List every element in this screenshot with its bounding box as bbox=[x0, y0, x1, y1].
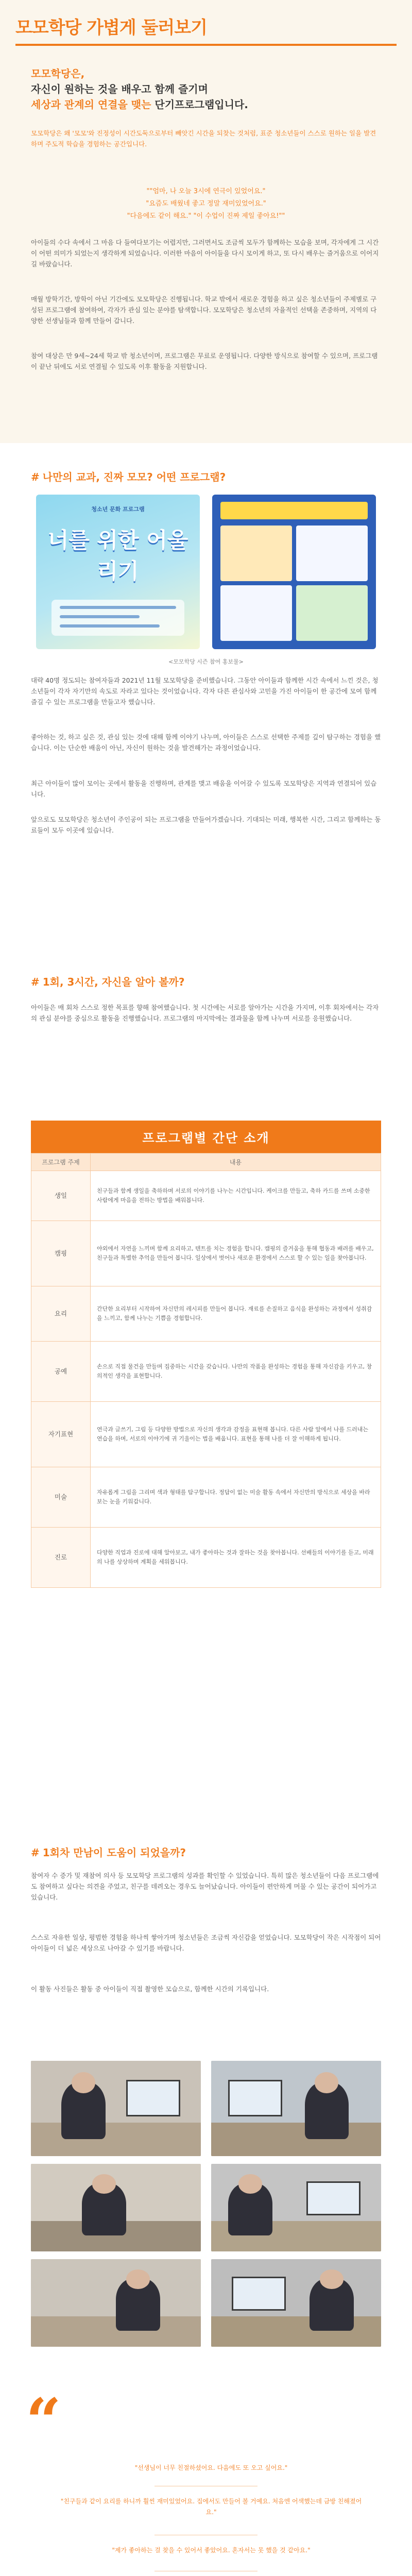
poster-caption: <모모학당 시즌 참여 홍보물> bbox=[168, 658, 244, 665]
quote-1: ""엄마, 나 오늘 3시에 연극이 있었어요." bbox=[146, 188, 266, 195]
hero-line-3 bbox=[31, 97, 248, 112]
hash-icon: # bbox=[31, 471, 40, 483]
section-heading-session bbox=[31, 974, 381, 989]
hash-icon: # bbox=[31, 1846, 40, 1859]
table-row bbox=[31, 1286, 381, 1342]
program-desc: 손으로 직접 물건을 만들며 집중하는 시간을 갖습니다. 나만의 작품을 완성하는 경험을 통해 자신감을 키우고, 창의적인 생각을 표현합니다. bbox=[91, 1342, 381, 1402]
poster-row bbox=[36, 495, 376, 649]
poster-image-right bbox=[212, 495, 376, 649]
quote-3: "다음에도 같이 해요." "이 수업이 진짜 제일 좋아요!"" bbox=[127, 212, 285, 220]
program-desc: 야외에서 자연을 느끼며 함께 요리하고, 텐트를 치는 경험을 합니다. 캠핑의 즐거움을 통해 협동과 배려를 배우고, 친구들과 특별한 추억을 만들어 봅니다. 일상에서 벗어나 새로운 환경에서 스스로 할 수 있는 일을 찾아봅니다. bbox=[91, 1221, 381, 1286]
table-row bbox=[31, 1402, 381, 1467]
program-table-block bbox=[31, 1121, 381, 1588]
program-name: 진로 bbox=[31, 1528, 91, 1588]
intro-text: 모모학당은 왜 '모모'와 진정성이 시간도둑으로부터 빼앗긴 시간을 되찾는 것처럼, 표준 청소년들이 스스로 원하는 일을 발견하며 주도적 학습을 경험하는 공간입니다. bbox=[31, 129, 376, 148]
poster-left-info-box bbox=[52, 600, 184, 636]
poster-left-subtitle: 청소년 문화 프로그램 bbox=[91, 506, 145, 513]
poster-right-cards bbox=[220, 526, 368, 641]
program-desc: 친구들과 함께 생일을 축하하며 서로의 이야기를 나누는 시간입니다. 케이크를 만들고, 축하 카드를 쓰며 소중한 사람에게 마음을 전하는 방법을 배워봅니다. bbox=[91, 1171, 381, 1221]
section-3-paragraph-3: 이 활동 사진들은 활동 중 아이들이 직접 촬영한 모습으로, 함께한 시간의 기록입니다. bbox=[31, 1985, 269, 1993]
testimonial-3: "제가 좋아하는 걸 찾을 수 있어서 좋았어요. 혼자서는 못 했을 것 같아요." bbox=[112, 2547, 311, 2554]
activity-photo bbox=[211, 2061, 381, 2156]
table-row bbox=[31, 1467, 381, 1528]
quote-2: "요즘도 배웠네 좋고 정말 재미있었어요." bbox=[146, 200, 266, 208]
section-2-title: 1회, 3시간, 자신을 알아 볼까? bbox=[42, 976, 185, 988]
activity-photo bbox=[31, 2164, 201, 2251]
section-3-paragraph-1: 참여자 수 증가 및 재참여 의사 등 모모학당 프로그램의 성과를 확인할 수 있었습니다. 특히 많은 청소년들이 다음 프로그램에도 참여하고 싶다는 의견을 주었고, 친구를 데려오는 경우도 늘어났습니다. 아이들이 편안하게 머물 수 있는 공간이 되어가고 있습니다. bbox=[31, 1872, 379, 1901]
hero-line-3-rest: 단기프로그램입니다. bbox=[151, 98, 248, 111]
poster-right-banner bbox=[220, 502, 368, 519]
program-name: 자기표현 bbox=[31, 1402, 91, 1467]
testimonial-1: "선생님이 너무 친절하셨어요. 다음에도 또 오고 싶어요." bbox=[134, 2464, 288, 2471]
activity-photo bbox=[211, 2164, 381, 2251]
section-2-paragraph: 아이들은 매 회차 스스로 정한 목표를 향해 참여했습니다. 첫 시간에는 서로를 알아가는 시간을 가지며, 이후 회차에서는 각자의 관심 분야를 중심으로 활동을 진행했습니다. 프로그램의 마지막에는 결과물을 함께 나누며 서로를 응원했습니다. bbox=[31, 1004, 379, 1022]
table-row bbox=[31, 1221, 381, 1286]
intro-banner bbox=[0, 0, 412, 443]
table-row bbox=[31, 1528, 381, 1588]
program-name: 생일 bbox=[31, 1171, 91, 1221]
table-row bbox=[31, 1171, 381, 1221]
section-1-paragraph-3: 최근 아이들이 많이 모이는 곳에서 활동을 진행하며, 관계를 맺고 배움을 이어갈 수 있도록 모모학당은 지역과 연결되어 있습니다. bbox=[31, 779, 377, 798]
activity-photo bbox=[31, 2259, 201, 2347]
section-heading-program bbox=[31, 469, 381, 484]
program-name: 요리 bbox=[31, 1286, 91, 1342]
poster-image-left bbox=[36, 495, 200, 649]
table-col-desc: 내용 bbox=[91, 1154, 381, 1171]
program-table-title: 프로그램별 간단 소개 bbox=[31, 1121, 381, 1153]
activity-photo-grid bbox=[31, 2061, 381, 2349]
program-desc: 간단한 요리부터 시작하여 자신만의 레시피를 만들어 봅니다. 재료를 손질하고 음식을 완성하는 과정에서 성취감을 느끼고, 함께 나누는 기쁨을 경험합니다. bbox=[91, 1286, 381, 1342]
activity-photo bbox=[31, 2061, 201, 2156]
program-name: 공예 bbox=[31, 1342, 91, 1402]
hero-text bbox=[31, 66, 248, 112]
table-header-row bbox=[31, 1154, 381, 1171]
table-col-name: 프로그램 주제 bbox=[31, 1154, 91, 1171]
intro-paragraph-1: 아이들의 수다 속에서 그 마음 다 들여다보기는 어렵지만, 그러면서도 조금씩 모두가 함께하는 모습을 보며, 각자에게 그 시간이 어떤 의미가 되었는지 생각하게 되었습니다. 이러한 마음이 아이들을 다시 모이게 하고, 또 다시 배우는 즐거움으로 이어지길 바랐습니다. bbox=[31, 239, 379, 268]
quote-block bbox=[31, 185, 381, 223]
program-name: 캠핑 bbox=[31, 1221, 91, 1286]
section-1-paragraph-1: 대략 40명 정도되는 참여자들과 2021년 11월 모모학당을 준비했습니다. 그동안 아이들과 함께한 시간 속에서 느낀 것은, 청소년들이 각자 자기만의 속도로 자라고 있다는 것이었습니다. 각자 다른 관심사와 고민을 가진 아이들이 한 공간에 모여 함께 즐길 수 있는 프로그램을 만들고자 했습니다. bbox=[31, 676, 379, 706]
section-3-paragraph-2: 스스로 자유한 일상, 평범한 경험을 하나씩 쌓아가며 청소년들은 조금씩 자신감을 얻었습니다. 모모학당이 작은 시작점이 되어 아이들이 더 넓은 세상으로 나아갈 수 있기를 바랍니다. bbox=[31, 1934, 381, 1952]
section-1-paragraph-4: 앞으로도 모모학당은 청소년이 주인공이 되는 프로그램을 만들어가겠습니다. 기대되는 미래, 행복한 시간, 그리고 함께하는 동료들이 모두 이곳에 있습니다. bbox=[31, 816, 381, 834]
intro-paragraph-3: 참여 대상은 만 9세~24세 학교 밖 청소년이며, 프로그램은 무료로 운영됩니다. 다양한 방식으로 참여할 수 있으며, 프로그램이 끝난 뒤에도 서로 연결될 수 있도록 이후 활동을 지원합니다. bbox=[31, 352, 378, 370]
hero-line-2: 자신이 원하는 것을 배우고 함께 즐기며 bbox=[31, 83, 208, 95]
program-desc: 다양한 직업과 진로에 대해 알아보고, 내가 좋아하는 것과 잘하는 것을 찾아봅니다. 선배들의 이야기를 듣고, 미래의 나를 상상하며 계획을 세워봅니다. bbox=[91, 1528, 381, 1588]
testimonial-2: "친구들과 같이 요리를 하니까 훨씬 재미있었어요. 집에서도 만들어 볼 거예요. 처음엔 어색했는데 금방 친해졌어요." bbox=[60, 2498, 362, 2516]
hash-icon: # bbox=[31, 976, 40, 988]
program-desc: 자유롭게 그림을 그리며 색과 형태를 탐구합니다. 정답이 없는 미술 활동 속에서 자신만의 방식으로 세상을 바라보는 눈을 키워갑니다. bbox=[91, 1467, 381, 1528]
program-name: 미술 bbox=[31, 1467, 91, 1528]
hero-line-1: 모모학당은, bbox=[31, 67, 85, 80]
intro-paragraph-2: 매월 방학기간, 방학이 아닌 기간에도 모모학당은 진행됩니다. 학교 밖에서 새로운 경험을 하고 싶은 청소년들이 주제별로 구성된 프로그램에 참여하여, 각자가 관심 있는 분야를 탐색합니다. 모모학당은 청소년의 자율적인 선택을 존중하며, 지역의 다양한 선생님들과 함께 만들어 갑니다. bbox=[31, 295, 377, 325]
table-row bbox=[31, 1342, 381, 1402]
section-1-paragraph-2: 좋아하는 것, 하고 싶은 것, 관심 있는 것에 대해 함께 이야기 나누며, 아이들은 스스로 선택한 주제를 깊이 탐구하는 경험을 했습니다. 이는 단순한 배움이 아닌, 자신이 원하는 것을 발견해가는 과정이었습니다. bbox=[31, 733, 381, 752]
section-heading-result bbox=[31, 1844, 381, 1859]
hero-line-3-accent: 세상과 관계의 연결을 맺는 bbox=[31, 98, 151, 111]
program-table bbox=[31, 1153, 381, 1588]
page-title: 모모학당 가볍게 둘러보기 bbox=[15, 13, 397, 46]
activity-photo bbox=[211, 2259, 381, 2347]
poster-left-title: 너를 위한 어울리기 bbox=[47, 528, 188, 584]
open-quote-icon: “ bbox=[26, 2385, 62, 2458]
section-3-title: 1회차 만남이 도움이 되었을까? bbox=[42, 1846, 186, 1859]
program-desc: 연극과 글쓰기, 그림 등 다양한 방법으로 자신의 생각과 감정을 표현해 봅니다. 다른 사람 앞에서 나를 드러내는 연습을 하며, 서로의 이야기에 귀 기울이는 법을 배웁니다. 표현을 통해 나를 더 잘 이해하게 됩니다. bbox=[91, 1402, 381, 1467]
section-1-title: 나만의 교과, 진짜 모모? 어떤 프로그램? bbox=[42, 471, 226, 483]
